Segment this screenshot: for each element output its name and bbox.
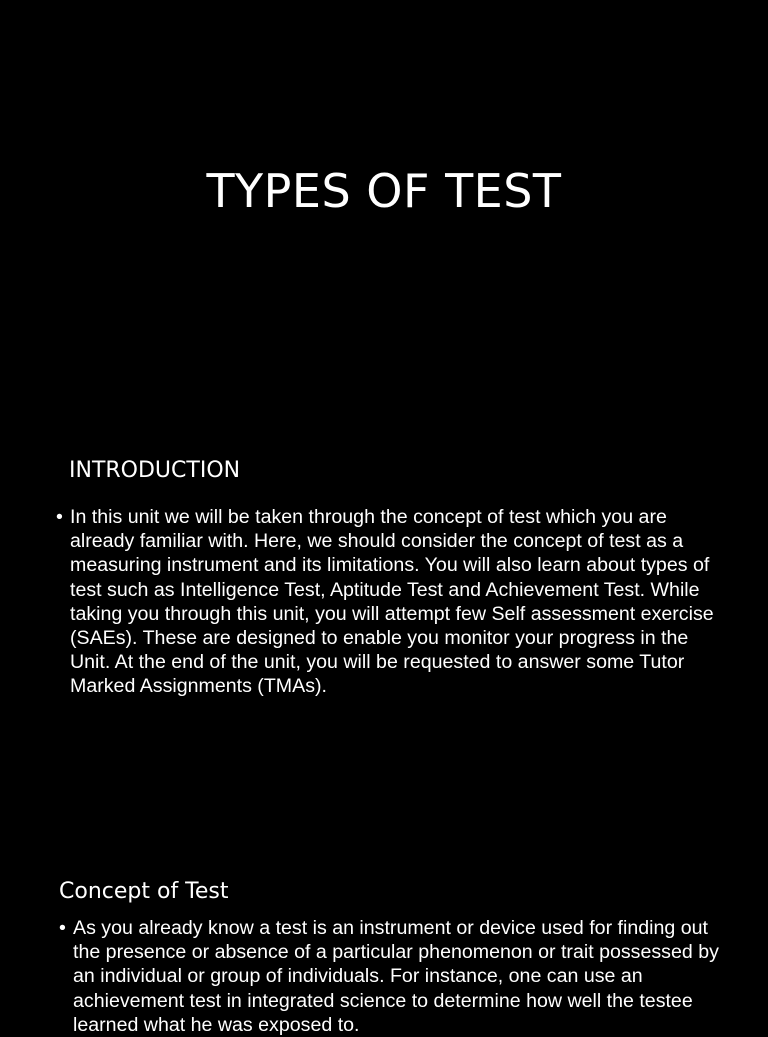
introduction-paragraph: In this unit we will be taken through the concept of test which you are already familiar with. Here, we should consider the concept of test as a measuring instrument and its limitations. You will also learn about types of test such as Intelligence Test, Aptitude Test and Achievement Test. While taking you through this unit, you will attempt few Self assessment exercise (SAEs). These are designed to enable you monitor your progress in the Unit. At the end of the unit, you will be requested to answer some Tutor Marked Assignments (TMAs). bbox=[70, 506, 714, 698]
concept-of-test-paragraph: As you already know a test is an instrument or device used for finding out the presence or absence of a particular phenomenon or trait possessed by an individual or group of individuals. For instance, one can use an achievement test in integrated science to determine how well the testee learned what he was exposed to. bbox=[73, 917, 719, 1036]
introduction-bullet-item bbox=[56, 505, 716, 699]
bullet-icon: • bbox=[59, 917, 66, 939]
concept-of-test-bullet-list bbox=[59, 916, 719, 1037]
bullet-icon: • bbox=[56, 506, 63, 528]
introduction-heading: INTRODUCTION bbox=[69, 458, 241, 483]
slide-title: TYPES OF TEST bbox=[206, 164, 562, 218]
concept-of-test-heading: Concept of Test bbox=[59, 879, 229, 904]
concept-of-test-bullet-item bbox=[59, 916, 719, 1037]
introduction-bullet-list bbox=[56, 505, 716, 699]
